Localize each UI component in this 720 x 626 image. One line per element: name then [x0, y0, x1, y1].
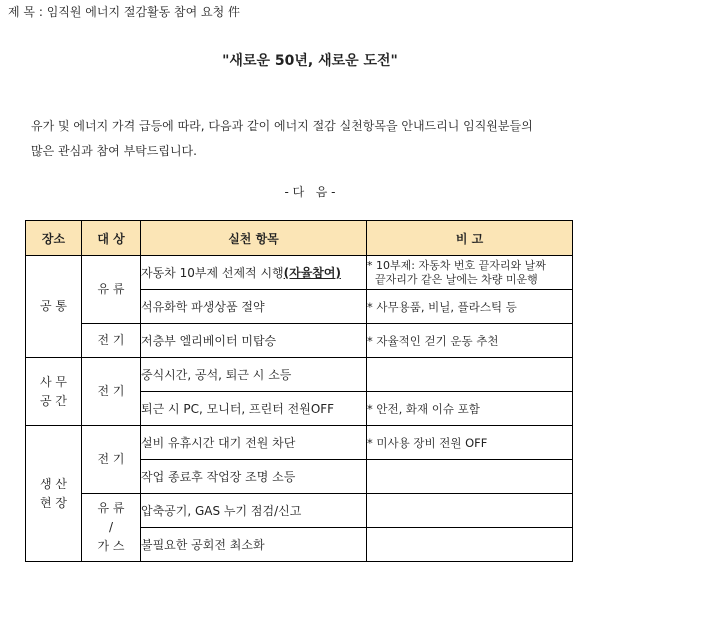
energy-saving-table — [25, 220, 573, 562]
table-row — [26, 494, 573, 528]
place-office — [26, 358, 82, 426]
action-workplace-lights: 작업 종료후 작업장 조명 소등 — [141, 460, 367, 494]
place-production-line-2: 현 장 — [40, 495, 67, 510]
header-remark: 비 고 — [367, 221, 573, 256]
table-row — [26, 324, 573, 358]
place-office-line-2: 공 간 — [40, 393, 67, 408]
slogan-title: "새로운 50년, 새로운 도전" — [222, 53, 398, 69]
target-oil: 유 류 — [82, 256, 141, 324]
place-common: 공 통 — [26, 256, 82, 358]
remark-car-rotation-line-1: * 10부제: 자동차 번호 끝자리와 날짜 — [367, 258, 546, 272]
action-standby-power: 설비 유휴시간 대기 전원 차단 — [141, 426, 367, 460]
target-electric-office: 전 기 — [82, 358, 141, 426]
target-electric-common: 전 기 — [82, 324, 141, 358]
remark-car-rotation-line-2: 끝자리가 같은 날에는 차량 미운행 — [375, 272, 538, 286]
body-paragraph — [31, 114, 651, 164]
remark-petrochemical: * 사무용품, 비닐, 플라스틱 등 — [367, 290, 573, 324]
table-row — [26, 426, 573, 460]
action-air-gas-leak: 압축공기, GAS 누기 점검/신고 — [141, 494, 367, 528]
action-car-rotation — [141, 256, 367, 290]
target-electric-production: 전 기 — [82, 426, 141, 494]
body-line-1: 유가 및 에너지 가격 급등에 따라, 다음과 같이 에너지 절감 실천항목을 안내드리니 임직원분들의 — [31, 119, 533, 133]
place-production-line-1: 생 산 — [40, 476, 67, 491]
body-line-2: 많은 관심과 참여 부탁드립니다. — [31, 144, 197, 158]
place-production — [26, 426, 82, 562]
voluntary-emphasis: (자율참여) — [283, 266, 341, 280]
remark-elevator: * 자율적인 걷기 운동 추천 — [367, 324, 573, 358]
action-pc-off: 퇴근 시 PC, 모니터, 프린터 전원OFF — [141, 392, 367, 426]
table-row — [26, 256, 573, 290]
remark-lights-off — [367, 358, 573, 392]
action-lights-off: 중식시간, 공석, 퇴근 시 소등 — [141, 358, 367, 392]
place-office-line-1: 사 무 — [40, 374, 67, 389]
remark-car-rotation — [367, 256, 573, 290]
remark-workplace-lights — [367, 460, 573, 494]
header-target: 대 상 — [82, 221, 141, 256]
target-oil-gas — [82, 494, 141, 562]
action-idling: 불필요한 공회전 최소화 — [141, 528, 367, 562]
subject-text: 임직원 에너지 절감활동 참여 요청 件 — [46, 5, 241, 19]
section-marker: - 다 음 - — [284, 185, 336, 199]
remark-pc-off: * 안전, 화재 이슈 포함 — [367, 392, 573, 426]
header-place: 장소 — [26, 221, 82, 256]
header-action: 실천 항목 — [141, 221, 367, 256]
subject-label: 제 목 : — [8, 5, 43, 19]
action-petrochemical: 석유화학 파생상품 절약 — [141, 290, 367, 324]
subject-line — [8, 3, 240, 20]
table-header-row — [26, 221, 573, 256]
action-car-rotation-text: 자동차 10부제 선제적 시행 — [141, 266, 284, 280]
table-row — [26, 358, 573, 392]
target-oil-gas-line-3: 가 스 — [97, 539, 125, 553]
target-oil-gas-line-2: / — [108, 520, 114, 534]
remark-standby-power: * 미사용 장비 전원 OFF — [367, 426, 573, 460]
target-oil-gas-line-1: 유 류 — [97, 501, 125, 515]
remark-air-gas-leak — [367, 494, 573, 528]
remark-idling — [367, 528, 573, 562]
action-elevator: 저층부 엘리베이터 미탑승 — [141, 324, 367, 358]
